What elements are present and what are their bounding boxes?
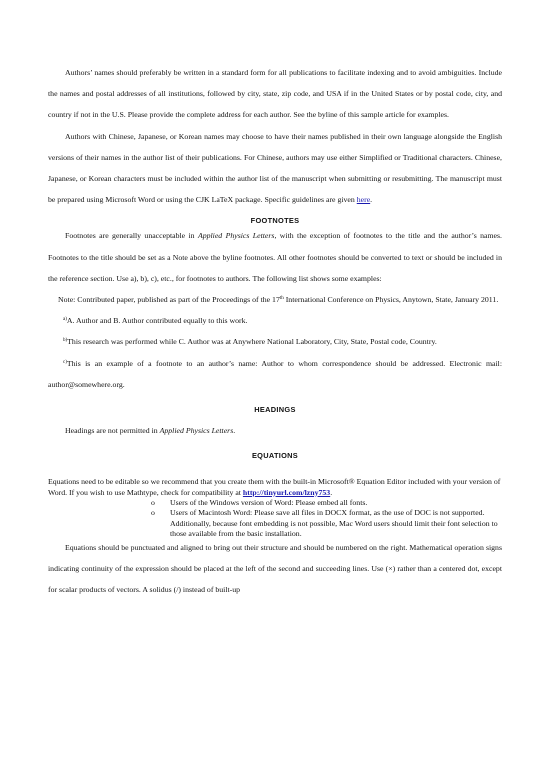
note-footnote: Note: Contributed paper, published as part of the Proceedings of the 17th International Conference on Physics, Anytown, State, January 2011. [58, 295, 499, 305]
equation-editor-paragraph: Equations need to be editable so we recommend that you create them with the built-in Microsoft® Equation Editor included with your version of Word. If you wish to use Mathtype, check for compatibility at http://tinyurl.com/lzny753. [48, 477, 501, 497]
headings-heading: HEADINGS [254, 405, 296, 415]
guidelines-link[interactable]: here [356, 195, 371, 205]
bullet-marker: o [151, 508, 155, 518]
bullet-marker: o [151, 498, 155, 508]
footnotes-paragraph: Footnotes are generally unacceptable in Applied Physics Letters, with the exception of footnotes to the title and the author’s names. Footnotes to the title should be set as a Note above the byline footnotes. All other footnotes should be converted to text or should be included in the reference section. Use a), b), c), etc., for footnotes to authors. The following list shows some examples: [48, 231, 502, 283]
equations-heading: EQUATIONS [251, 451, 299, 461]
document-page [48, 62, 502, 600]
list-item: o Users of the Windows version of Word: Please embed all fonts. [151, 498, 368, 508]
footnote-b: $^{b)}$This research was performed while C. Author was at Anywhere National Laboratory, City, State, Postal code, Country. [63, 337, 437, 347]
journal-name: Applied Physics Letters [159, 426, 234, 436]
journal-name: Applied Physics Letters [197, 231, 275, 241]
mathtype-compatibility-link[interactable]: http://tinyurl.com/lzny753 [242, 487, 331, 497]
list-item: o Users of Macintosh Word: Please save all files in DOCX format, as the use of DOC is not supported. Additionally, because font embedding is not possible, Mac Word users should limit their font selection to those available from the basic installation. [151, 508, 498, 539]
equation-punctuation-paragraph: Equations should be punctuated and aligned to bring out their structure and should be numbered on the right. Mathematical operation signs indicating continuity of the expression should be placed at the left of the second and succeeding lines. Use (×) rather than a centered dot, except for scalar products of vectors. A solidus (/) instead of built-up [48, 542, 502, 595]
author-names-paragraph: Authors’ names should preferably be written in a standard form for all publications to facilitate indexing and to avoid ambiguities. Include the names and postal addresses of all institutions, followed by city, state, zip code, and USA if in the United States or by postal code, city, and country if not in the U.S. Please provide the complete address for each author. See the byline of this sample article for examples. [48, 68, 502, 120]
cjk-names-paragraph: Authors with Chinese, Japanese, or Korean names may choose to have their names published in their own language alongside the English versions of their names in the author list of their publications. For Chinese, authors may use either Simplified or Traditional characters. Chinese, Japanese, or Korean characters must be included within the author list of the manuscript when submitting or resubmitting. The manuscript must be prepared using Microsoft Word or using the CJK LaTeX package. Specific guidelines are given here. [48, 131, 502, 205]
footnote-c: $^{c)}$This is an example of a footnote to an author’s name: Author to whom correspondence should be addressed. Electronic mail: author@somewhere.org. [48, 358, 502, 389]
headings-paragraph: Headings are not permitted in Applied Physics Letters. [65, 426, 236, 436]
footnotes-heading: FOOTNOTES [250, 216, 300, 226]
cjk-paragraph-text: Authors with Chinese, Japanese, or Korean names may choose to have their names published in their own language alongside the English versions of their names in the author list of their publications. For Chinese, authors may use either Simplified or Traditional characters. Chinese, Japanese, or Korean characters must be included within the author list of the manuscript when submitting or resubmitting. The manuscript must be prepared using Microsoft Word or using the CJK LaTeX package. Specific guidelines are given [48, 131, 502, 205]
footnote-a: $^{a)}$A. Author and B. Author contributed equally to this work. [63, 316, 248, 326]
word-users-list [48, 498, 502, 540]
